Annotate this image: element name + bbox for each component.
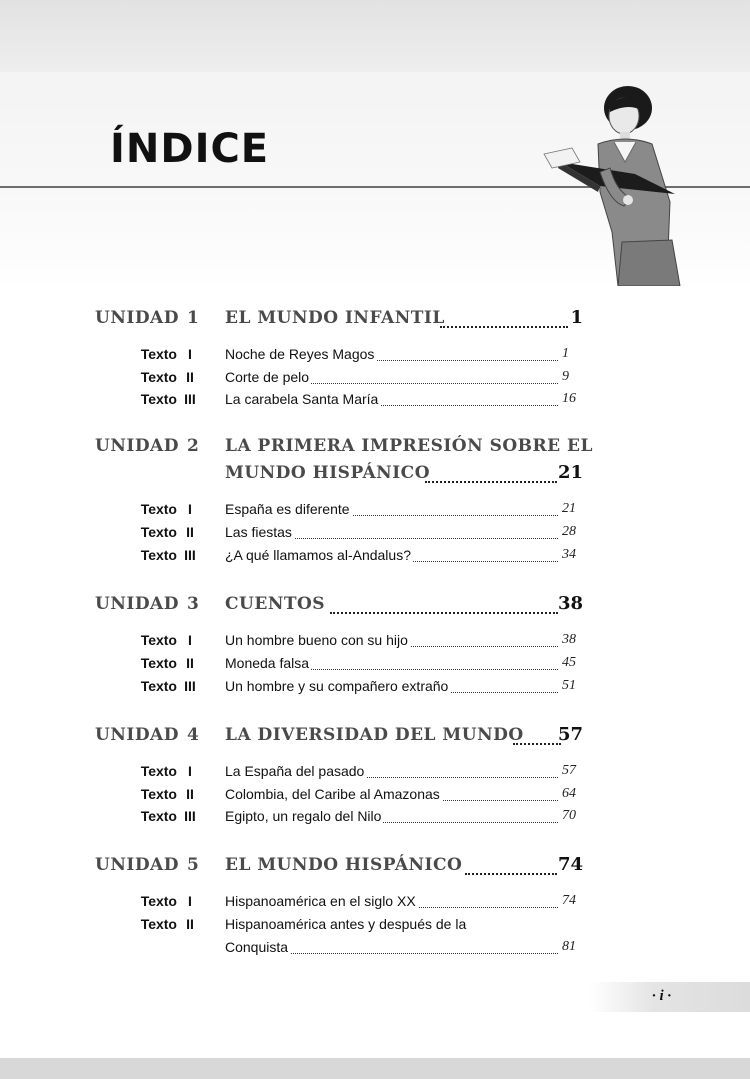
- page-title: ÍNDICE: [110, 126, 270, 172]
- toc-entry: [0, 547, 750, 569]
- text-page: 16: [562, 391, 576, 406]
- text-roman: III: [184, 547, 196, 563]
- text-page: 9: [562, 369, 569, 384]
- unit-page: 1: [570, 307, 583, 328]
- unit-number: 5: [187, 855, 199, 875]
- text-page: 21: [562, 501, 576, 516]
- text-label: Texto: [140, 391, 177, 407]
- top-gray-band: [0, 0, 750, 72]
- text-label: Texto: [140, 655, 177, 671]
- woman-reading-folder-image: [540, 82, 685, 286]
- text-title: Hispanoamérica en el siglo XX: [225, 893, 416, 909]
- text-title-line-2: Conquista: [225, 939, 289, 955]
- text-label: Texto: [140, 346, 177, 362]
- toc-entry: [0, 808, 750, 830]
- text-label: Texto: [140, 678, 177, 694]
- toc-entry: [0, 678, 750, 700]
- leader-dots: [425, 481, 557, 483]
- text-roman: II: [186, 524, 194, 540]
- toc-entry: [0, 916, 750, 938]
- text-page: 45: [562, 655, 576, 670]
- toc-entry: [0, 655, 750, 677]
- text-page: 38: [562, 632, 576, 647]
- text-label: Texto: [140, 786, 177, 802]
- text-page: 34: [562, 547, 576, 562]
- text-roman: III: [184, 391, 196, 407]
- text-title: Un hombre y su compañero extraño: [225, 678, 449, 694]
- text-roman: I: [188, 763, 192, 779]
- unit-1-heading: [95, 308, 595, 334]
- unit-title: EL MUNDO HISPÁNICO: [225, 855, 463, 875]
- unit-number: 3: [187, 594, 199, 614]
- toc-entry-continuation: [0, 939, 750, 961]
- text-label: Texto: [140, 501, 177, 517]
- text-label: Texto: [140, 524, 177, 540]
- text-roman: III: [184, 808, 196, 824]
- unit-number: 4: [187, 725, 199, 745]
- text-roman: II: [186, 786, 194, 802]
- toc-entry: [0, 893, 750, 915]
- toc-entry: [0, 763, 750, 785]
- unit-5-heading: [95, 855, 595, 881]
- toc-entry: [0, 391, 750, 413]
- text-roman: I: [188, 893, 192, 909]
- text-label: Texto: [140, 369, 177, 385]
- unit-label: UNIDAD: [95, 308, 179, 328]
- text-title: Un hombre bueno con su hijo: [225, 632, 408, 648]
- text-label: Texto: [140, 763, 177, 779]
- text-title: Hispanoamérica antes y después de la: [225, 916, 467, 932]
- unit-title: EL MUNDO INFANTIL: [225, 308, 445, 328]
- leader-dots: [440, 326, 568, 328]
- text-title: España es diferente: [225, 501, 350, 517]
- unit-number: 2: [187, 436, 199, 456]
- bottom-edge: [0, 1058, 750, 1079]
- text-roman: II: [186, 916, 194, 932]
- text-title: Las fiestas: [225, 524, 292, 540]
- unit-label: UNIDAD: [95, 594, 179, 614]
- unit-title: LA DIVERSIDAD DEL MUNDO: [225, 725, 524, 745]
- text-roman: III: [184, 678, 196, 694]
- text-page: 74: [562, 893, 576, 908]
- leader-dots: [330, 612, 558, 614]
- text-roman: II: [186, 655, 194, 671]
- text-title: Corte de pelo: [225, 369, 310, 385]
- unit-page: 57: [557, 724, 583, 745]
- leader-dots: [513, 743, 561, 745]
- text-title: La España del pasado: [225, 763, 365, 779]
- text-label: Texto: [140, 893, 177, 909]
- unit-number: 1: [187, 308, 199, 328]
- unit-2-heading: [95, 436, 595, 488]
- text-page: 1: [562, 346, 569, 361]
- text-page: 70: [562, 808, 576, 823]
- text-title: Noche de Reyes Magos: [225, 346, 375, 362]
- unit-3-heading: [95, 594, 595, 620]
- text-page: 57: [562, 763, 576, 778]
- text-page: 28: [562, 524, 576, 539]
- text-title: Colombia, del Caribe al Amazonas: [225, 786, 440, 802]
- toc-entry: [0, 524, 750, 546]
- text-roman: I: [188, 501, 192, 517]
- text-label: Texto: [140, 547, 177, 563]
- unit-4-heading: [95, 725, 595, 751]
- unit-label: UNIDAD: [95, 725, 179, 745]
- unit-label: UNIDAD: [95, 855, 179, 875]
- text-title: ¿A qué llamamos al-Andalus?: [225, 547, 411, 563]
- toc-entry: [0, 346, 750, 368]
- toc-entry: [0, 369, 750, 391]
- text-page: 51: [562, 678, 576, 693]
- unit-label: UNIDAD: [95, 436, 179, 456]
- text-page: 81: [562, 939, 576, 954]
- toc-entry: [0, 786, 750, 808]
- unit-page: 21: [557, 462, 583, 483]
- unit-page: 38: [557, 593, 583, 614]
- text-title: Egipto, un regalo del Nilo: [225, 808, 382, 824]
- text-title: Moneda falsa: [225, 655, 310, 671]
- toc-entry: [0, 632, 750, 654]
- unit-title: LA PRIMERA IMPRESIÓN SOBRE EL: [225, 436, 593, 456]
- leader-dots: [465, 873, 557, 875]
- text-roman: I: [188, 632, 192, 648]
- unit-title-line-2: MUNDO HISPÁNICO: [225, 463, 431, 483]
- text-roman: I: [188, 346, 192, 362]
- text-label: Texto: [140, 808, 177, 824]
- text-label: Texto: [140, 916, 177, 932]
- text-title: La carabela Santa María: [225, 391, 379, 407]
- text-roman: II: [186, 369, 194, 385]
- unit-page: 74: [557, 854, 583, 875]
- text-page: 64: [562, 786, 576, 801]
- unit-title: CUENTOS: [225, 594, 326, 614]
- toc-entry: [0, 501, 750, 523]
- page-number: · i ·: [652, 988, 672, 1004]
- text-label: Texto: [140, 632, 177, 648]
